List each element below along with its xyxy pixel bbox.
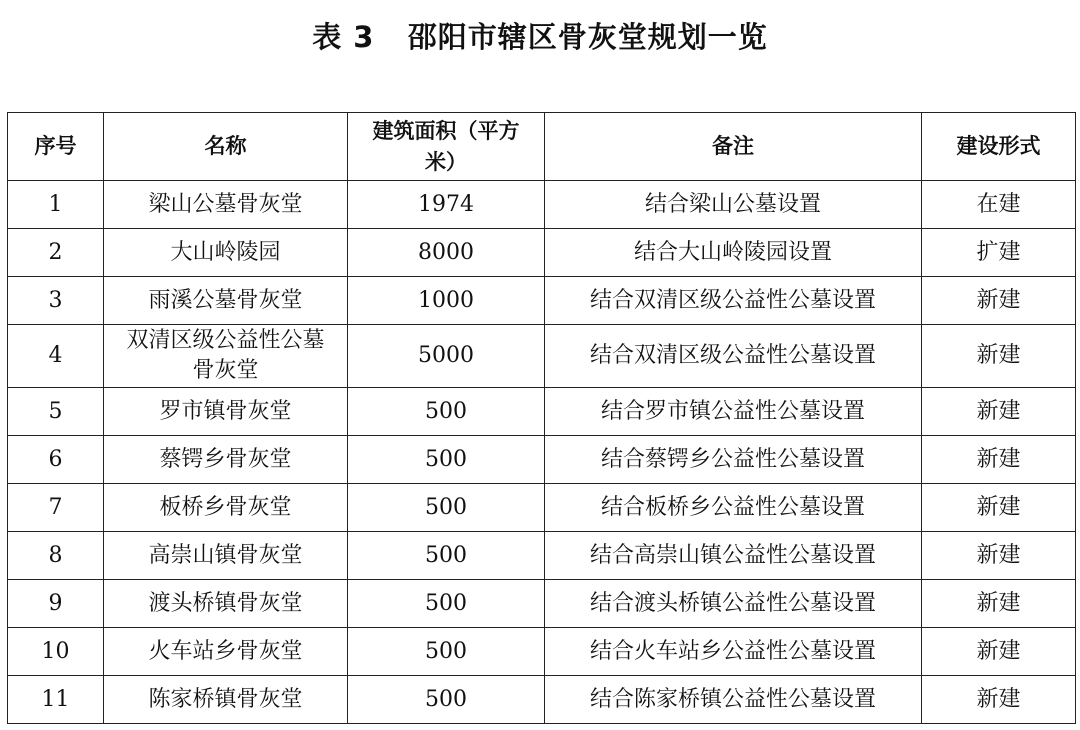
cell-name: 大山岭陵园 <box>104 229 348 277</box>
cell-remark: 结合渡头桥镇公益性公墓设置 <box>545 580 922 628</box>
cell-remark: 结合蔡锷乡公益性公墓设置 <box>545 436 922 484</box>
cell-area: 500 <box>348 484 545 532</box>
cell-area: 8000 <box>348 229 545 277</box>
table-row <box>8 277 1076 325</box>
cell-area: 5000 <box>348 325 545 388</box>
cell-remark: 结合双清区级公益性公墓设置 <box>545 325 922 388</box>
cell-index: 9 <box>8 580 104 628</box>
table-row <box>8 676 1076 724</box>
table-row <box>8 580 1076 628</box>
header-name: 名称 <box>104 113 348 181</box>
cell-form: 新建 <box>922 484 1076 532</box>
cell-name: 蔡锷乡骨灰堂 <box>104 436 348 484</box>
cell-area: 500 <box>348 436 545 484</box>
cell-index: 7 <box>8 484 104 532</box>
header-form: 建设形式 <box>922 113 1076 181</box>
cell-area: 1974 <box>348 181 545 229</box>
cell-index: 5 <box>8 388 104 436</box>
table-row <box>8 388 1076 436</box>
cell-form: 新建 <box>922 580 1076 628</box>
cell-name: 渡头桥镇骨灰堂 <box>104 580 348 628</box>
cell-remark: 结合大山岭陵园设置 <box>545 229 922 277</box>
cell-index: 6 <box>8 436 104 484</box>
cell-form: 新建 <box>922 436 1076 484</box>
cell-remark: 结合梁山公墓设置 <box>545 181 922 229</box>
cell-name: 陈家桥镇骨灰堂 <box>104 676 348 724</box>
table-title: 表 3 邵阳市辖区骨灰堂规划一览 <box>312 20 768 54</box>
cell-index: 2 <box>8 229 104 277</box>
cell-name: 双清区级公益性公墓骨灰堂 <box>104 325 348 388</box>
cell-index: 11 <box>8 676 104 724</box>
cell-remark: 结合高崇山镇公益性公墓设置 <box>545 532 922 580</box>
cell-remark: 结合火车站乡公益性公墓设置 <box>545 628 922 676</box>
cell-area: 500 <box>348 676 545 724</box>
cell-index: 10 <box>8 628 104 676</box>
cell-area: 1000 <box>348 277 545 325</box>
cell-remark: 结合罗市镇公益性公墓设置 <box>545 388 922 436</box>
cell-form: 新建 <box>922 676 1076 724</box>
cell-name: 火车站乡骨灰堂 <box>104 628 348 676</box>
table-row <box>8 325 1076 388</box>
cell-form: 新建 <box>922 532 1076 580</box>
table-row <box>8 532 1076 580</box>
header-remark: 备注 <box>545 113 922 181</box>
cell-remark: 结合板桥乡公益性公墓设置 <box>545 484 922 532</box>
cell-form: 新建 <box>922 325 1076 388</box>
header-index: 序号 <box>8 113 104 181</box>
cell-index: 4 <box>8 325 104 388</box>
cell-remark: 结合陈家桥镇公益性公墓设置 <box>545 676 922 724</box>
cell-index: 8 <box>8 532 104 580</box>
table-row <box>8 181 1076 229</box>
cell-form: 在建 <box>922 181 1076 229</box>
cell-form: 新建 <box>922 277 1076 325</box>
cell-area: 500 <box>348 532 545 580</box>
table-row <box>8 628 1076 676</box>
cell-remark: 结合双清区级公益性公墓设置 <box>545 277 922 325</box>
cell-area: 500 <box>348 628 545 676</box>
header-area: 建筑面积（平方米） <box>348 113 545 181</box>
table-row <box>8 436 1076 484</box>
cell-name: 梁山公墓骨灰堂 <box>104 181 348 229</box>
cell-area: 500 <box>348 580 545 628</box>
cell-form: 扩建 <box>922 229 1076 277</box>
cell-name: 雨溪公墓骨灰堂 <box>104 277 348 325</box>
cell-area: 500 <box>348 388 545 436</box>
columbarium-plan-table <box>7 112 1076 724</box>
cell-name: 高崇山镇骨灰堂 <box>104 532 348 580</box>
cell-form: 新建 <box>922 388 1076 436</box>
table-header-row <box>8 113 1076 181</box>
cell-name: 罗市镇骨灰堂 <box>104 388 348 436</box>
cell-index: 3 <box>8 277 104 325</box>
cell-index: 1 <box>8 181 104 229</box>
table-row <box>8 229 1076 277</box>
cell-form: 新建 <box>922 628 1076 676</box>
cell-name: 板桥乡骨灰堂 <box>104 484 348 532</box>
table-row <box>8 484 1076 532</box>
